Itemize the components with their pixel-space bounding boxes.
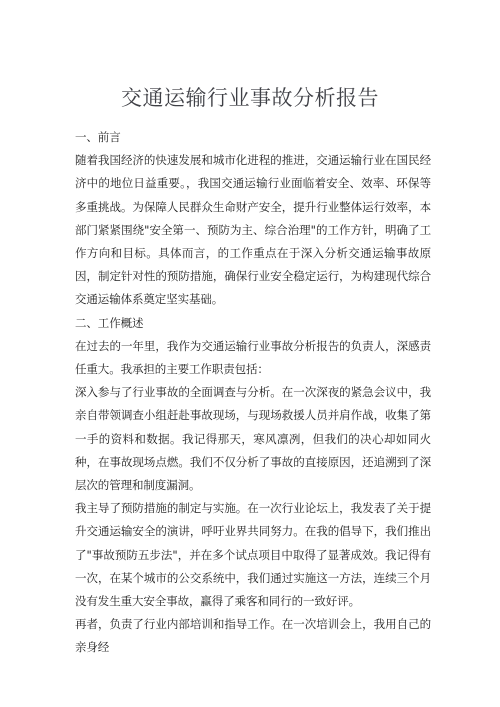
paragraph-responsibilities-intro: 在过去的一年里，我作为交通运输行业事故分析报告的负责人，深感责任重大。我承担的主要工作职责包括：	[75, 338, 431, 377]
page-title: 交通运输行业事故分析报告	[121, 86, 379, 110]
paragraph-accident-investigation: 深入参与了行业事故的全面调查与分析。在一次深夜的紧急会议中，我亲自带领调查小组赶赴事故现场，与现场救援人员并肩作战，收集了第一手的资料和数据。我记得那天，寒风凛冽，但我们的决心却如同火种，在事故现场点燃。我们不仅分析了事故的直接原因，还追溯到了深层次的管理和制度漏洞。	[75, 385, 431, 493]
section-heading-overview: 二、工作概述	[75, 315, 144, 330]
document-body	[75, 126, 431, 660]
section-heading-preface: 一、前言	[75, 130, 121, 144]
paragraph-prevention-measures: 我主导了预防措施的制定与实施。在一次行业论坛上，我发表了关于提升交通运输安全的演讲，呼吁业界共同努力。在我的倡导下，我们推出了"事故预防五步法"，并在多个试点项目中取得了显著成效。我记得有一次，在某个城市的公交系统中，我们通过实施这一方法，连续三个月没有发生重大安全事故，赢得了乘客和同行的一致好评。	[75, 501, 431, 609]
paragraph-training: 再者，负责了行业内部培训和指导工作。在一次培训会上，我用自己的亲身经	[75, 617, 431, 655]
paragraph-preface: 随着我国经济的快速发展和城市化进程的推进，交通运输行业在国民经济中的地位日益重要。，我国交通运输行业面临着安全、效率、环保等多重挑战。为保障人民群众生命财产安全，提升行业整体运行效率，本部门紧紧围绕"安全第一、预防为主、综合治理"的工作方针，明确了工作方向和目标。具体而言，的工作重点在于深入分析交通运输事故原因，制定针对性的预防措施，确保行业安全稳定运行，为构建现代综合交通运输体系奠定坚实基础。	[75, 153, 431, 307]
